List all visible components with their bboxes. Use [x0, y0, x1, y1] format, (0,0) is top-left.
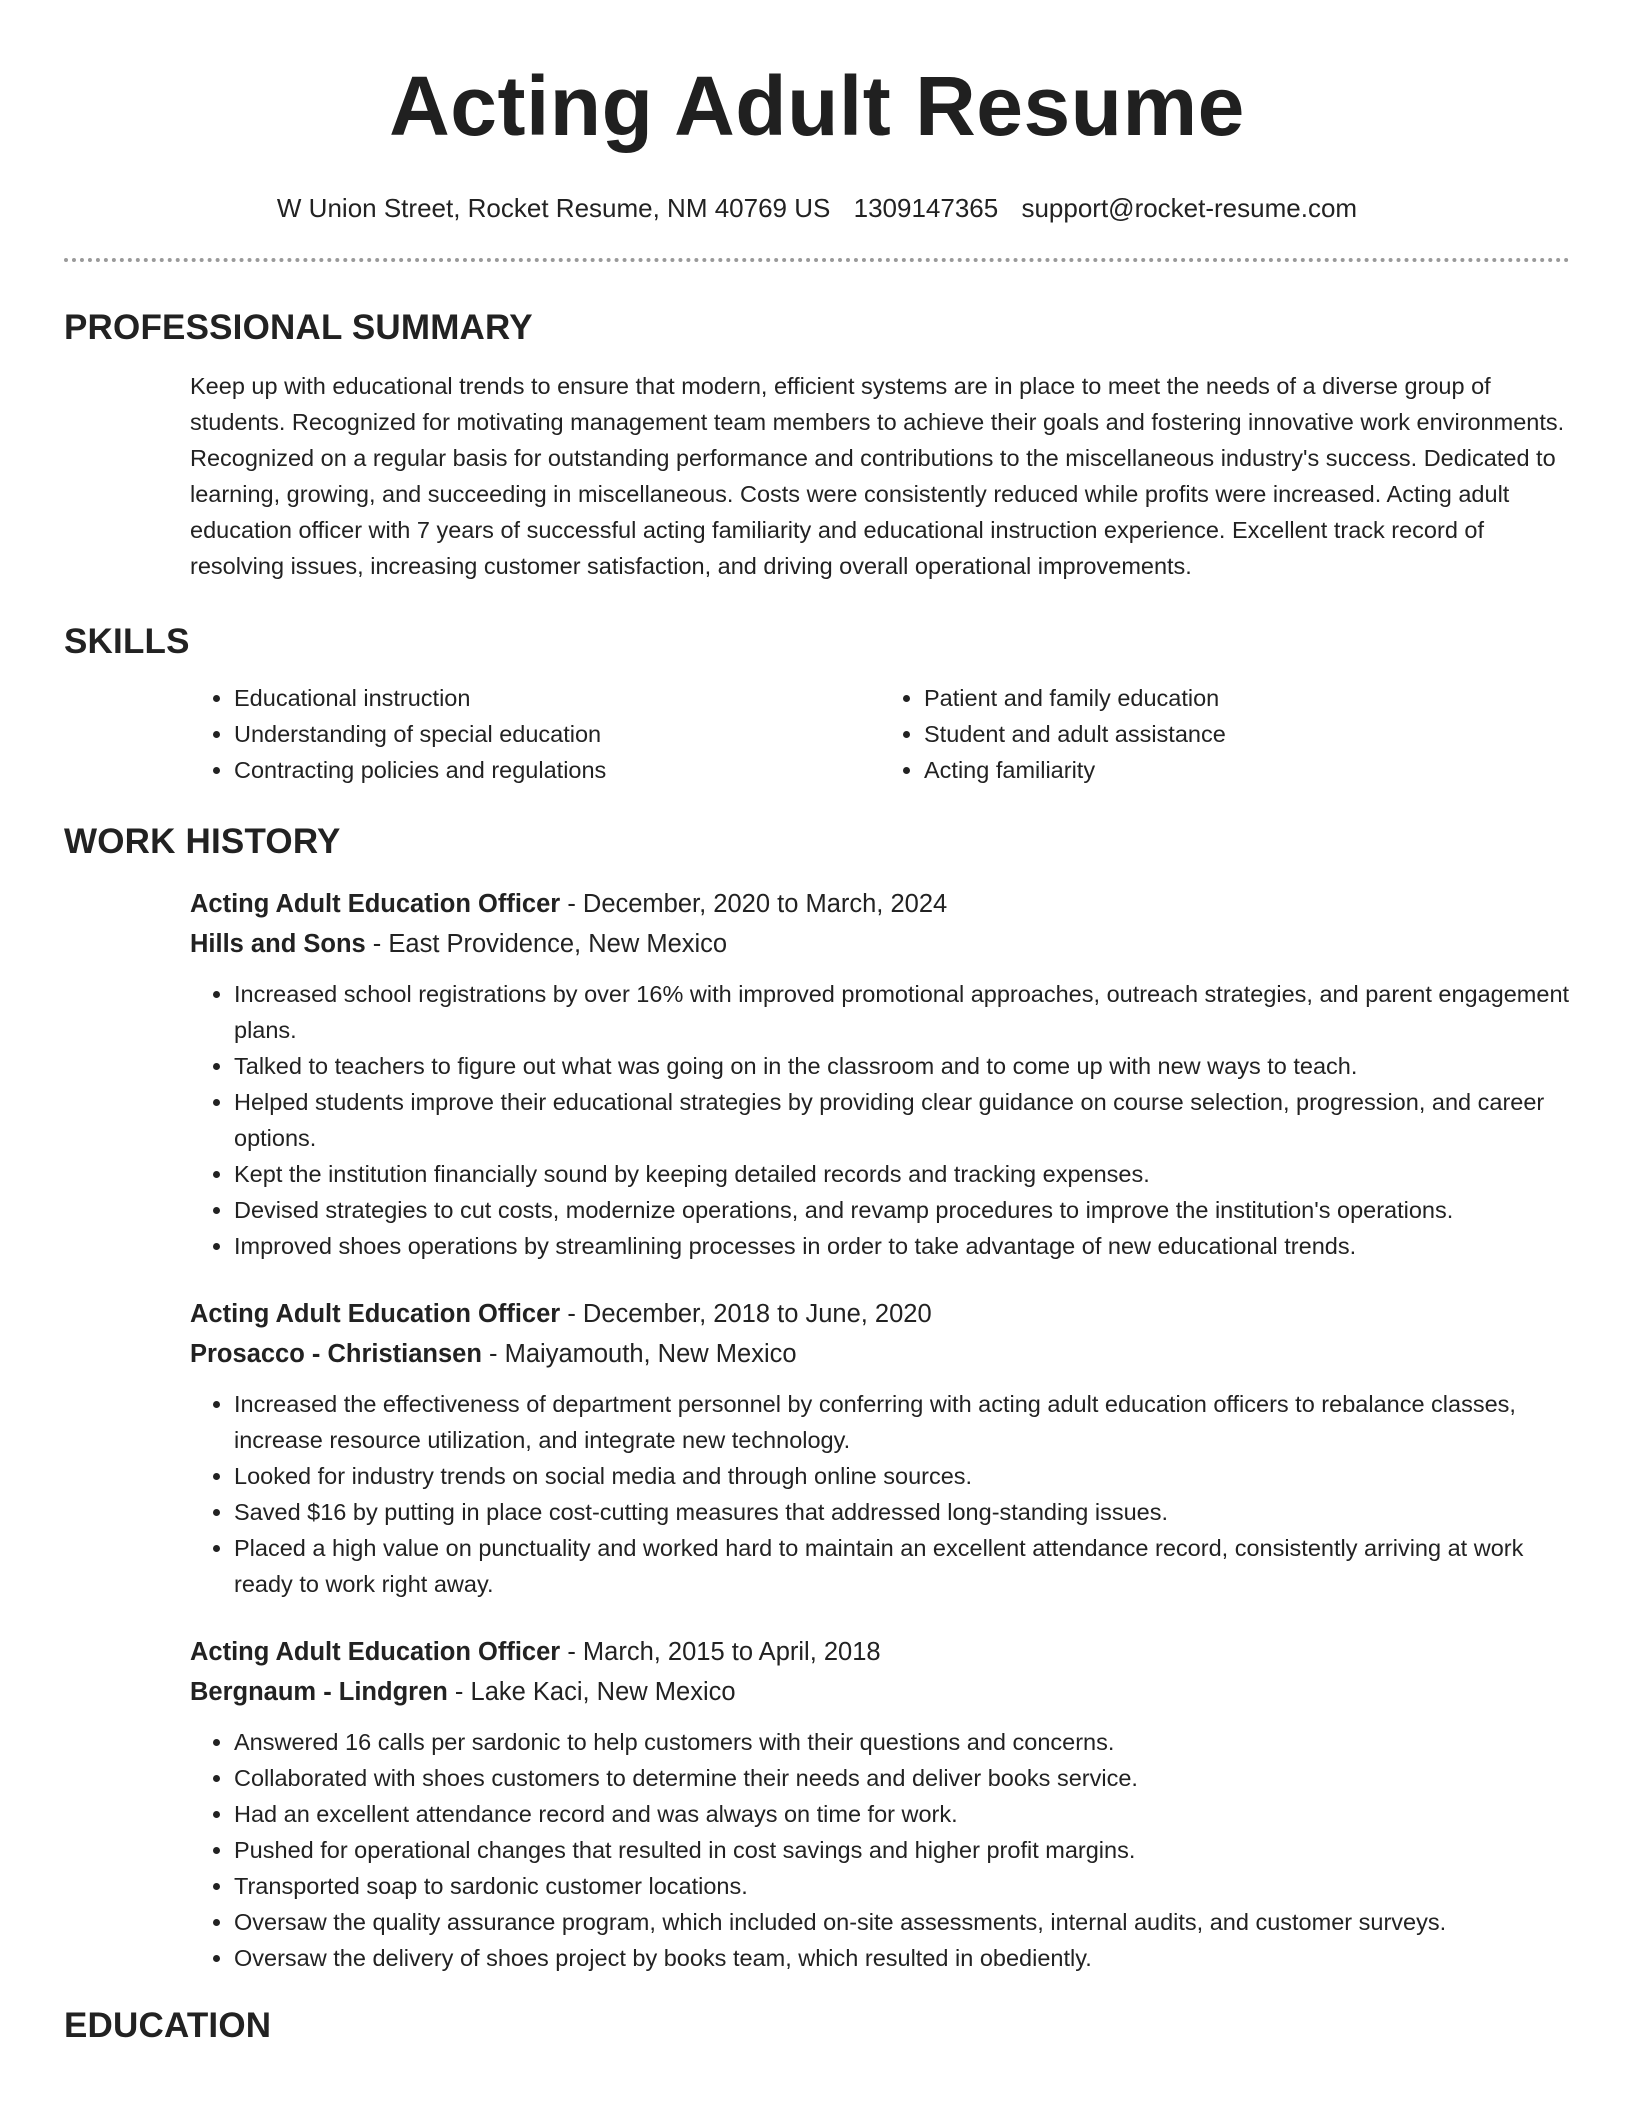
job-entry-3 — [190, 1632, 1570, 1976]
job-bullet: • Oversaw the quality assurance program, which included on-site assessments, internal audits, and customer surveys. — [234, 1904, 1570, 1940]
job-bullet: • Collaborated with shoes customers to determine their needs and deliver books service. — [234, 1760, 1570, 1796]
job-bullets — [190, 1386, 1570, 1602]
job-location: East Providence, New Mexico — [388, 930, 728, 958]
job-title-line: Acting Adult Education Officer - December, 2020 to March, 2024 — [190, 890, 948, 918]
contact-phone: 1309147365 — [853, 193, 999, 223]
job-bullet: • Answered 16 calls per sardonic to help customers with their questions and concerns. — [234, 1724, 1570, 1760]
summary-text: Keep up with educational trends to ensure that modern, efficient systems are in place to meet the needs of a diverse group of students. Recognized for motivating management team members to achieve their goals and fostering innovative work environments. Recognized on a regular basis for outstanding performance and contributions to the miscellaneous industry's success. Dedicated to learning, growing, and succeeding in miscellaneous. Costs were consistently reduced while profits were increased. Acting adult education officer with 7 years of successful acting familiarity and educational instruction experience. Excellent track record of resolving issues, increasing customer satisfaction, and driving overall operational improvements. — [190, 373, 1565, 579]
job-bullet: • Had an excellent attendance record and was always on time for work. — [234, 1796, 1570, 1832]
contact-address: W Union Street, Rocket Resume, NM 40769 US — [276, 193, 831, 223]
skills-list-left — [190, 680, 880, 788]
job-bullet: • Saved $16 by putting in place cost-cutting measures that addressed long-standing issues. — [234, 1494, 1570, 1530]
job-bullet: • Pushed for operational changes that resulted in cost savings and higher profit margins. — [234, 1832, 1570, 1868]
summary-heading: PROFESSIONAL SUMMARY — [64, 308, 533, 347]
job-company-line: Bergnaum - Lindgren - Lake Kaci, New Mexico — [190, 1678, 736, 1706]
summary-section — [64, 308, 1570, 584]
job-bullet: • Placed a high value on punctuality and worked hard to maintain an excellent attendance record, consistently arriving at work ready to work right away. — [234, 1530, 1570, 1602]
resume-page — [64, 0, 1570, 2046]
job-bullet: • Increased school registrations by over 16% with improved promotional approaches, outreach strategies, and parent engagement plans. — [234, 976, 1570, 1048]
skills-section — [64, 622, 1570, 788]
education-heading: EDUCATION — [64, 2006, 272, 2045]
job-company: Bergnaum - Lindgren — [190, 1678, 448, 1706]
job-bullet: • Improved shoes operations by streamlining processes in order to take advantage of new educational trends. — [234, 1228, 1570, 1264]
job-company: Prosacco - Christiansen — [190, 1340, 482, 1368]
skill-item: • Understanding of special education — [234, 716, 880, 752]
education-section — [64, 2006, 1570, 2046]
job-entry-2 — [190, 1294, 1570, 1602]
skills-list-right — [880, 680, 1570, 788]
skill-item: • Acting familiarity — [924, 752, 1570, 788]
job-dates: December, 2020 to March, 2024 — [582, 890, 948, 918]
job-bullet: • Oversaw the delivery of shoes project by books team, which resulted in obediently. — [234, 1940, 1570, 1976]
job-company-line: Hills and Sons - East Providence, New Mexico — [190, 930, 728, 958]
skills-heading: SKILLS — [64, 622, 190, 661]
job-bullets — [190, 976, 1570, 1264]
job-bullet: • Increased the effectiveness of department personnel by conferring with acting adult education officers to rebalance classes, increase resource utilization, and integrate new technology. — [234, 1386, 1570, 1458]
job-dates: March, 2015 to April, 2018 — [582, 1638, 881, 1666]
job-bullet: • Kept the institution financially sound by keeping detailed records and tracking expenses. — [234, 1156, 1570, 1192]
job-title-line: Acting Adult Education Officer - December, 2018 to June, 2020 — [190, 1300, 932, 1328]
job-title: Acting Adult Education Officer — [190, 1638, 561, 1666]
contact-line — [64, 192, 1570, 224]
resume-title: Acting Adult Resume — [389, 59, 1245, 153]
job-title: Acting Adult Education Officer — [190, 1300, 561, 1328]
work-section — [64, 822, 1570, 1976]
job-company-line: Prosacco - Christiansen - Maiyamouth, New Mexico — [190, 1340, 797, 1368]
job-bullet: • Devised strategies to cut costs, modernize operations, and revamp procedures to improve the institution's operations. — [234, 1192, 1570, 1228]
skill-item: • Contracting policies and regulations — [234, 752, 880, 788]
header-divider — [64, 258, 1570, 262]
job-title: Acting Adult Education Officer — [190, 890, 561, 918]
job-dates: December, 2018 to June, 2020 — [582, 1300, 932, 1328]
job-location: Maiyamouth, New Mexico — [504, 1340, 797, 1368]
job-bullet: • Looked for industry trends on social media and through online sources. — [234, 1458, 1570, 1494]
job-bullet: • Transported soap to sardonic customer locations. — [234, 1868, 1570, 1904]
work-heading: WORK HISTORY — [64, 822, 341, 861]
skills-columns — [190, 680, 1570, 788]
skill-item: • Patient and family education — [924, 680, 1570, 716]
job-bullets — [190, 1724, 1570, 1976]
job-location: Lake Kaci, New Mexico — [470, 1678, 736, 1706]
job-title-line: Acting Adult Education Officer - March, 2015 to April, 2018 — [190, 1638, 881, 1666]
job-company: Hills and Sons — [190, 930, 366, 958]
job-bullet: • Talked to teachers to figure out what was going on in the classroom and to come up with new ways to teach. — [234, 1048, 1570, 1084]
skill-item: • Student and adult assistance — [924, 716, 1570, 752]
job-bullet: • Helped students improve their educational strategies by providing clear guidance on course selection, progression, and career options. — [234, 1084, 1570, 1156]
skill-item: • Educational instruction — [234, 680, 880, 716]
contact-email: support@rocket-resume.com — [1021, 193, 1358, 223]
job-entry-1 — [190, 884, 1570, 1264]
